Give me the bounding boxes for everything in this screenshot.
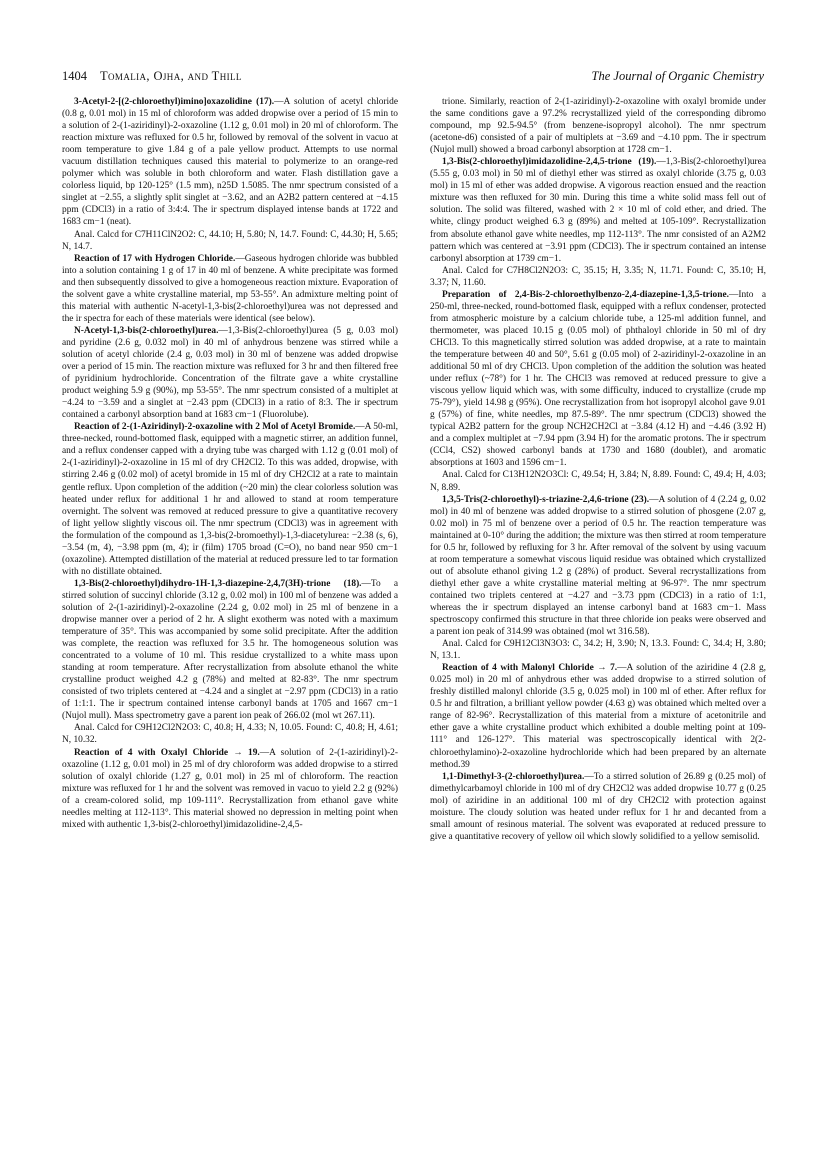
running-authors: Tomalia, Ojha, and Thill bbox=[100, 69, 242, 83]
paragraph-body: Anal. Calcd for C13H12N2O3Cl: C, 49.54; H, 3.84; N, 8.89. Found: C, 49.4; H, 4.03; N, 8.89. bbox=[430, 470, 766, 493]
paragraph-body: Anal. Calcd for C9H12Cl2N2O3: C, 40.8; H, 4.33; N, 10.05. Found: C, 40.8; H, 4.61; N, 10.32. bbox=[62, 723, 398, 746]
running-header bbox=[62, 69, 764, 85]
paragraph-heading: Reaction of 2-(1-Aziridinyl)-2-oxazoline with 2 Mol of Acetyl Bromide. bbox=[74, 422, 356, 433]
paragraph: Reaction of 4 with Malonyl Chloride → 7.—A solution of the aziridine 4 (2.8 g, 0.025 mol) in 20 ml of anhydrous ether was added dropwise to a stirred solution of freshly distilled malonyl chloride (3.5 g, 0.025 mol) in 100 ml of ether. After reflux for 0.5 hr and filtration, a brilliant yellow powder (4.63 g) was obtained which melted over a range of 82-96°. Recrystallization of this material from a mixture of acetonitrile and ether gave a white crystalline product which exhibited a double melting point at 109-111° and 126-127°. This material was spectroscopically identical with 2(2-chloroethylamino)-2-oxazoline hydrochloride which had been prepared by an alternate method.39 bbox=[430, 663, 766, 770]
paragraph: 3-Acetyl-2-[(2-chloroethyl)imino]oxazolidine (17).—A solution of acetyl chloride (0.8 g, 0.01 mol) in 15 ml of chloroform was added dropwise over a period of 15 min to a solution of 2-(1-aziridinyl)-2-oxazoline (1.12 g, 0.01 mol) in 20 ml of chloroform. The reaction mixture was refluxed for 0.5 hr, followed by removal of the solvent in vacuo at room temperature to give 1.84 g of a pale yellow product. Attempts to use normal vacuum distillation techniques caused this material to polymerize to an orange-red polymer which was soluble in both chloroform and water. Flash distillation gave a colorless liquid, bp 120-125° (1.5 mm), n25D 1.5085. The nmr spectrum consisted of a singlet at −2.55, a slightly split singlet at −3.62, and an A2B2 pattern centered at −4.15 ppm (CDCl3) in a ratio of 3:4:4. The ir spectrum displayed intense bands at 1722 and 1683 cm−1 (neat). bbox=[62, 97, 398, 228]
paragraph: 1,3,5-Tris(2-chloroethyl)-s-triazine-2,4,6-trione (23).—A solution of 4 (2.24 g, 0.02 mol) in 40 ml of benzene was added dropwise to a stirred solution of phosgene (2.07 g, 0.02 mol) in 75 ml of benzene over a period of 0.5 hr. The reaction temperature was maintained at 0-10° during the addition; the mixture was then stirred at room temperature for 0.5 hr, followed by refluxing for 3 hr. After removal of the solvent by using vacuum at room temperature a somewhat viscous liquid residue was obtained which crystallized out of absolute ethanol giving 1.2 g (28%) of product. Several recrystallizations from diethyl ether gave a white crystalline material melting at 96-97°. The nmr spectrum contained two triplets centered at −4.27 and −3.73 ppm (CDCl3) in a ratio of 1:1, whereas the ir spectrum displayed an intense carbonyl band at 1683 cm−1. Mass spectroscopy confirmed this structure in that three chloride ion peaks were observed and a parent ion peak of 314.99 was obtained (mol wt 316.58). bbox=[430, 494, 766, 638]
paragraph: 1,3-Bis(2-chloroethyl)imidazolidine-2,4,5-trione (19).—1,3-Bis(2-chloroethyl)urea (5.55 g, 0.03 mol) in 50 ml of diethyl ether was stirred as oxalyl chloride (3.75 g, 0.03 mol) in 15 ml of ether was added dropwise. A vigorous reaction ensued and the reaction mixture was then refluxed for 30 min. During this time a white solid mass fell out of solution. The solid was filtered, washed with 2 × 10 ml of cold ether, and dried. The white, clingy product weighed 6.3 g (89%) and melted at 105-109°. Recrystallization from absolute ethanol gave white needles, mp 112-113°. The nmr consisted of an A2M2 pattern which was centered at −3.91 ppm (CDCl3). The ir spectrum contained an intense carbonyl absorption at 1739 cm−1. bbox=[430, 157, 766, 264]
paragraph-heading: 1,3-Bis(2-chloroethyl)dihydro-1H-1,3-diazepine-2,4,7(3H)-trione (18). bbox=[74, 578, 362, 589]
paragraph-heading: N-Acetyl-1,3-bis(2-chloroethyl)urea. bbox=[74, 325, 219, 336]
paragraph-body: 1,3-Bis(2-chloroethyl)urea (5.55 g, 0.03 mol) in 50 ml of diethyl ether was stirred as oxalyl chloride (3.75 g, 0.03 mol) in 15 ml of ether was added dropwise. A vigorous reaction ensued and the reaction mixture was then refluxed for 30 min. During this time a white solid mass fell out of solution. The solid was filtered, washed with 2 × 10 ml of cold ether, and dried. The white, clingy product weighed 6.3 g (89%) and melted at 105-109°. Recrystallization from absolute ethanol gave white needles, mp 112-113°. The nmr consisted of an A2M2 pattern which was centered at −3.91 ppm (CDCl3). The ir spectrum contained an intense carbonyl absorption at 1739 cm−1. bbox=[430, 157, 766, 264]
paragraph: N-Acetyl-1,3-bis(2-chloroethyl)urea.—1,3-Bis(2-chloroethyl)urea (5 g, 0.03 mol) and pyridine (2.6 g, 0.032 mol) in 40 ml of anhydrous benzene was stirred while a solution of acetyl chloride (2.4 g, 0.03 mol) in 30 ml of benzene was added dropwise over a period of 15 min. The reaction mixture was refluxed for 3 hr and then filtered free of pyridinium hydrochloride. Concentration of the filtrate gave a white crystalline product weighing 5.9 g (90%), mp 53-55°. The nmr spectrum consisted of a multiplet at −4.24 to −3.59 and a singlet at −2.43 ppm (CDCl3) in a ratio of 8:3. The ir spectrum contained a carbonyl absorption band at 1683 cm−1 (Fluorolube). bbox=[62, 325, 398, 421]
paragraph: 1,3-Bis(2-chloroethyl)dihydro-1H-1,3-diazepine-2,4,7(3H)-trione (18).—To a stirred solution of succinyl chloride (3.12 g, 0.02 mol) in 100 ml of benzene was added a solution of 2-(1-aziridinyl)-2-oxazoline (2.24 g, 0.02 mol) in 25 ml of benzene in a dropwise manner over a period of 2 hr. A slight exotherm was noted with a maximum temperature of 35°. This was accompanied by some solid precipitate. After the addition was complete, the reaction was refluxed for 3.5 hr. The homogeneous solution was concentrated to a volume of 10 ml. This residue crystallized to a white mass upon standing at room temperature. After recrystallization from absolute ethanol the white crystalline product weighed 4.2 g (78%) and melted at 82-83°. The nmr spectrum consisted of two triplets centered at −4.24 and a singlet at −2.97 ppm (CDCl3) in a ratio of 1:1:1. The ir spectrum contained intense carbonyl bands at 1705 and 1667 cm−1 (Nujol mull). Mass spectrometry gave a parent ion peak of 266.02 (mol wt 267.11). bbox=[62, 578, 398, 722]
paragraph-body: 1,3-Bis(2-chloroethyl)urea (5 g, 0.03 mol) and pyridine (2.6 g, 0.032 mol) in 40 ml of anhydrous benzene was stirred while a solution of acetyl chloride (2.4 g, 0.03 mol) in 30 ml of benzene was added dropwise over a period of 15 min. The reaction mixture was refluxed for 3 hr and then filtered free of pyridinium hydrochloride. Concentration of the filtrate gave a white crystalline product weighing 5.9 g (90%), mp 53-55°. The nmr spectrum consisted of a multiplet at −4.24 to −3.59 and a singlet at −2.43 ppm (CDCl3) in a ratio of 8:3. The ir spectrum contained a carbonyl absorption band at 1683 cm−1 (Fluorolube). bbox=[62, 325, 398, 421]
paragraph: 1,1-Dimethyl-3-(2-chloroethyl)urea.—To a stirred solution of 26.89 g (0.25 mol) of dimethylcarbamoyl chloride in 100 ml of dry CH2Cl2 was added dropwise 10.77 g (0.25 mol) of aziridine in an additional 100 ml of dry CH2Cl2 with protection against moisture. The cloudy solution was heated under reflux for 1 hr and decanted from a small amount of resinous material. The solvent was evaporated at reduced pressure to give a quantitative recovery of yellow oil which slowly solidified to a yellow semisolid. bbox=[430, 771, 766, 842]
paragraph-heading: 1,1-Dimethyl-3-(2-chloroethyl)urea. bbox=[442, 771, 585, 782]
paragraph: Preparation of 2,4-Bis-2-chloroethylbenzo-2,4-diazepine-1,3,5-trione.—Into a 250-ml, three-necked, round-bottomed flask, equipped with a reflux condenser, protected from atmospheric moisture by a calcium chloride tube, a 125-ml addition funnel, and thermometer, was placed 10.15 g (0.05 mol) of phthaloyl chloride in 50 ml of dry CHCl3. To this magnetically stirred solution was added dropwise, at a rate to maintain the temperature between 40 and 50°, 5.61 g (0.05 mol) of 2-aziridinyl-2-oxazoline in an additional 50 ml of dry CHCl3. Upon completion of the addition the solution was heated under reflux (~78°) for 1 hr. The CHCl3 was removed at reduced pressure to give a viscous yellow liquid which was, with some difficulty, induced to crystallize (crude mp 75-79°), yield 14.98 g (95%). One recrystallization from hot isopropyl alcohol gave 9.01 g (57%) of fine, white needles, mp 87.5-89°. The nmr spectrum (CDCl3) showed the typical A2B2 pattern for the group NCH2CH2Cl at −3.84 (4.12 H) and −4.46 (3.92 H) and a complex multiplet at −7.94 ppm (3.94 H) for the aromatic protons. The ir spectrum (CCl4, CS2) showed carbonyl bands at 1730 and 1680 (doublet), and aromatic absorptions at 1603 and 1596 cm−1. bbox=[430, 289, 766, 469]
right-column bbox=[430, 96, 766, 1096]
paragraph bbox=[62, 722, 398, 746]
paragraph-heading: Preparation of 2,4-Bis-2-chloroethylbenzo-2,4-diazepine-1,3,5-trione. bbox=[442, 289, 729, 300]
paragraph-body: A solution of acetyl chloride (0.8 g, 0.01 mol) in 15 ml of chloroform was added dropwise over a period of 15 min to a solution of 2-(1-aziridinyl)-2-oxazoline (1.12 g, 0.01 mol) in 20 ml of chloroform. The reaction mixture was refluxed for 0.5 hr, followed by removal of the solvent in vacuo at room temperature to give 1.84 g of a pale yellow product. Attempts to use normal vacuum distillation techniques caused this material to polymerize to an orange-red polymer which was soluble in both chloroform and water. Flash distillation gave a colorless liquid, bp 120-125° (1.5 mm), n25D 1.5085. The nmr spectrum consisted of a singlet at −2.55, a slightly split singlet at −3.62, and an A2B2 pattern centered at −4.15 ppm (CDCl3) in a ratio of 3:4:4. The ir spectrum displayed intense bands at 1722 and 1683 cm−1 (neat). bbox=[62, 97, 398, 228]
paragraph bbox=[430, 469, 766, 493]
paragraph-body: To a stirred solution of 26.89 g (0.25 mol) of dimethylcarbamoyl chloride in 100 ml of dry CH2Cl2 was added dropwise 10.77 g (0.25 mol) of aziridine in an additional 100 ml of dry CH2Cl2 with protection against moisture. The cloudy solution was heated under reflux for 1 hr and decanted from a small amount of resinous material. The solvent was evaporated at reduced pressure to give a quantitative recovery of yellow oil which slowly solidified to a yellow semisolid. bbox=[430, 771, 766, 842]
journal-title: The Journal of Organic Chemistry bbox=[591, 69, 764, 83]
paragraph-body: A solution of 4 (2.24 g, 0.02 mol) in 40 ml of benzene was added dropwise to a stirred solution of phosgene (2.07 g, 0.02 mol) in 75 ml of benzene over a period of 0.5 hr. The reaction temperature was maintained at 0-10° during the addition; the mixture was then stirred at room temperature for 0.5 hr, followed by refluxing for 3 hr. After removal of the solvent by using vacuum at room temperature a somewhat viscous liquid residue was obtained which crystallized out of absolute ethanol giving 1.2 g (28%) of product. Several recrystallizations from diethyl ether gave a white crystalline material melting at 96-97°. The nmr spectrum contained two triplets centered at −4.27 and −3.73 ppm (CDCl3) in a ratio of 1:1, whereas the ir spectrum displayed an intense carbonyl band at 1683 cm−1. Mass spectroscopy confirmed this structure in that three chloride ion peaks were observed and a parent ion peak of 314.99 was obtained (mol wt 316.58). bbox=[430, 494, 766, 638]
paragraph-body: Anal. Calcd for C7H11ClN2O2: C, 44.10; H, 5.80; N, 14.7. Found: C, 44.30; H, 5.65; N, 14.7. bbox=[62, 229, 398, 252]
paragraph-heading: 1,3,5-Tris(2-chloroethyl)-s-triazine-2,4,6-trione (23). bbox=[442, 494, 650, 505]
page-number: 1404 bbox=[62, 69, 87, 83]
paragraph bbox=[430, 96, 766, 156]
paragraph: Reaction of 4 with Oxalyl Chloride → 19.—A solution of 2-(1-aziridinyl)-2-oxazoline (1.12 g, 0.01 mol) in 25 ml of dry chloroform was added dropwise to a stirred solution of oxalyl chloride (1.27 g, 0.01 mol) in 25 ml of chloroform. The reaction mixture was refluxed for 1 hr and the solvent was removed in vacuo to yield 2.2 g (92%) of a cream-colored solid, mp 109-111°. Recrystallization from ethanol gave white needles melting at 112-113°. This material showed no depression in melting point when mixed with authentic 1,3-bis(2-chloroethyl)imidazolidine-2,4,5- bbox=[62, 747, 398, 830]
paragraph-body: Gaseous hydrogen chloride was bubbled into a solution containing 1 g of 17 in 40 ml of benzene. A white precipitate was formed and then subsequently dissolved to give a homogeneous reaction mixture. Evaporation of the solvent gave a white crystalline material, mp 53-55°. An admixture melting point of this material with authentic N-acetyl-1,3-bis(2-chloroethyl)urea was not depressed and the ir spectra for each of these materials were identical (see below). bbox=[62, 253, 398, 324]
paragraph bbox=[430, 638, 766, 662]
paragraph: Reaction of 2-(1-Aziridinyl)-2-oxazoline with 2 Mol of Acetyl Bromide.—A 50-ml, three-necked, round-bottomed flask, equipped with a magnetic stirrer, an addition funnel, and a reflux condenser capped with a drying tube was charged with 1.12 g (0.01 mol) of 2-(1-aziridinyl)-2-oxazoline in 15 ml of dry CH2Cl2. To this was added, dropwise, with stirring 2.46 g (0.02 mol) of acetyl bromide in 15 ml of dry CH2Cl2 at a rate to maintain gentle reflux. Upon completion of the addition (~20 min) the clear colorless solution was heated under reflux for additional 1 hr and allowed to stand at room temperature overnight. The solvent was removed at reduced pressure to give a quantitative recovery of light yellow slightly viscous oil. The nmr spectrum (CDCl3) was in agreement with the formulation of the compound as 1,3-bis(2-bromoethyl)-1,3-diacetylurea: −2.38 (s, 6), −3.54 (m, 4), −3.98 ppm (m, 4); ir (film) 1705 broad (C=O), no band near 950 cm−1 (oxazoline). Attempted distillation of the material at reduced pressure led to tar formation with no distillate obtained. bbox=[62, 422, 398, 577]
left-column bbox=[62, 96, 398, 1096]
paragraph-body: A solution of 2-(1-aziridinyl)-2-oxazoline (1.12 g, 0.01 mol) in 25 ml of dry chloroform was added dropwise to a stirred solution of oxalyl chloride (1.27 g, 0.01 mol) in 25 ml of chloroform. The reaction mixture was refluxed for 1 hr and the solvent was removed in vacuo to yield 2.2 g (92%) of a cream-colored solid, mp 109-111°. Recrystallization from ethanol gave white needles melting at 112-113°. This material showed no depression in melting point when mixed with authentic 1,3-bis(2-chloroethyl)imidazolidine-2,4,5- bbox=[62, 747, 398, 830]
paragraph: Reaction of 17 with Hydrogen Chloride.—Gaseous hydrogen chloride was bubbled into a solution containing 1 g of 17 in 40 ml of benzene. A white precipitate was formed and then subsequently dissolved to give a homogeneous reaction mixture. Evaporation of the solvent gave a white crystalline material, mp 53-55°. An admixture melting point of this material with authentic N-acetyl-1,3-bis(2-chloroethyl)urea was not depressed and the ir spectra for each of these materials were identical (see below). bbox=[62, 253, 398, 324]
paragraph-heading: Reaction of 4 with Oxalyl Chloride → 19. bbox=[74, 747, 260, 758]
paragraph-heading: Reaction of 17 with Hydrogen Chloride. bbox=[74, 253, 236, 264]
paragraph-heading: 3-Acetyl-2-[(2-chloroethyl)imino]oxazolidine (17). bbox=[74, 97, 275, 107]
paragraph-heading: 1,3-Bis(2-chloroethyl)imidazolidine-2,4,5-trione (19). bbox=[442, 157, 657, 168]
paragraph-heading: Reaction of 4 with Malonyl Chloride → 7. bbox=[442, 663, 618, 674]
paragraph-body: Anal. Calcd for C7H8Cl2N2O3: C, 35.15; H, 3.35; N, 11.71. Found: C, 35.10; H, 3.37; N, 11.60. bbox=[430, 265, 766, 288]
paragraph-body: Into a 250-ml, three-necked, round-bottomed flask, equipped with a reflux condenser, protected from atmospheric moisture by a calcium chloride tube, a 125-ml addition funnel, and thermometer, was placed 10.15 g (0.05 mol) of phthaloyl chloride in 50 ml of dry CHCl3. To this magnetically stirred solution was added dropwise, at a rate to maintain the temperature between 40 and 50°, 5.61 g (0.05 mol) of 2-aziridinyl-2-oxazoline in an additional 50 ml of dry CHCl3. Upon completion of the addition the solution was heated under reflux (~78°) for 1 hr. The CHCl3 was removed at reduced pressure to give a viscous yellow liquid which was, with some difficulty, induced to crystallize (crude mp 75-79°), yield 14.98 g (95%). One recrystallization from hot isopropyl alcohol gave 9.01 g (57%) of fine, white needles, mp 87.5-89°. The nmr spectrum (CDCl3) showed the typical A2B2 pattern for the group NCH2CH2Cl at −3.84 (4.12 H) and −4.46 (3.92 H) and a complex multiplet at −7.94 ppm (3.94 H) for the aromatic protons. The ir spectrum (CCl4, CS2) showed carbonyl bands at 1730 and 1680 (doublet), and aromatic absorptions at 1603 and 1596 cm−1. bbox=[430, 289, 766, 469]
paragraph-body: trione. Similarly, reaction of 2-(1-aziridinyl)-2-oxazoline with oxalyl bromide under the same conditions gave a 97.2% recrystallized yield of the corresponding dibromo compound, mp 92.5-94.5° (from benzene-isopropyl alcohol). The nmr spectrum (acetone-d6) consisted of a pair of multiplets at −3.69 and −4.10 ppm. The ir spectrum (Nujol mull) showed a broad carbonyl absorption at 1728 cm−1. bbox=[430, 97, 766, 156]
paragraph bbox=[62, 229, 398, 253]
paragraph-body: To a stirred solution of succinyl chloride (3.12 g, 0.02 mol) in 100 ml of benzene was added a solution of 2-(1-aziridinyl)-2-oxazoline (2.24 g, 0.02 mol) in 25 ml of benzene in a dropwise manner over a period of 2 hr. A slight exotherm was noted with a maximum temperature of 35°. This was accompanied by some solid precipitate. After the addition was complete, the reaction was refluxed for 3.5 hr. The homogeneous solution was concentrated to a volume of 10 ml. This residue crystallized to a white mass upon standing at room temperature. After recrystallization from absolute ethanol the white crystalline product weighed 4.2 g (78%) and melted at 82-83°. The nmr spectrum consisted of two triplets centered at −4.24 and a singlet at −2.97 ppm (CDCl3) in a ratio of 1:1:1. The ir spectrum contained intense carbonyl bands at 1705 and 1667 cm−1 (Nujol mull). Mass spectrometry gave a parent ion peak of 266.02 (mol wt 267.11). bbox=[62, 578, 398, 722]
paragraph-body: Anal. Calcd for C9H12Cl3N3O3: C, 34.2; H, 3.90; N, 13.3. Found: C, 34.4; H, 3.80; N, 13.1. bbox=[430, 639, 766, 662]
paragraph-body: A solution of the aziridine 4 (2.8 g, 0.025 mol) in 20 ml of anhydrous ether was added dropwise to a stirred solution of freshly distilled malonyl chloride (3.5 g, 0.025 mol) in 100 ml of ether. After reflux for 0.5 hr and filtration, a brilliant yellow powder (4.63 g) was obtained which melted over a range of 82-96°. Recrystallization of this material from a mixture of acetonitrile and ether gave a white crystalline product which exhibited a double melting point at 109-111° and 126-127°. This material was spectroscopically identical with 2(2-chloroethylamino)-2-oxazoline hydrochloride which had been prepared by an alternate method.39 bbox=[430, 663, 766, 770]
paragraph-body: A 50-ml, three-necked, round-bottomed flask, equipped with a magnetic stirrer, an addition funnel, and a reflux condenser capped with a drying tube was charged with 1.12 g (0.01 mol) of 2-(1-aziridinyl)-2-oxazoline in 15 ml of dry CH2Cl2. To this was added, dropwise, with stirring 2.46 g (0.02 mol) of acetyl bromide in 15 ml of dry CH2Cl2 at a rate to maintain gentle reflux. Upon completion of the addition (~20 min) the clear colorless solution was heated under reflux for additional 1 hr and allowed to stand at room temperature overnight. The solvent was removed at reduced pressure to give a quantitative recovery of light yellow slightly viscous oil. The nmr spectrum (CDCl3) was in agreement with the formulation of the compound as 1,3-bis(2-bromoethyl)-1,3-diacetylurea: −2.38 (s, 6), −3.54 (m, 4), −3.98 ppm (m, 4); ir (film) 1705 broad (C=O), no band near 950 cm−1 (oxazoline). Attempted distillation of the material at reduced pressure led to tar formation with no distillate obtained. bbox=[62, 422, 398, 577]
paragraph bbox=[430, 265, 766, 289]
